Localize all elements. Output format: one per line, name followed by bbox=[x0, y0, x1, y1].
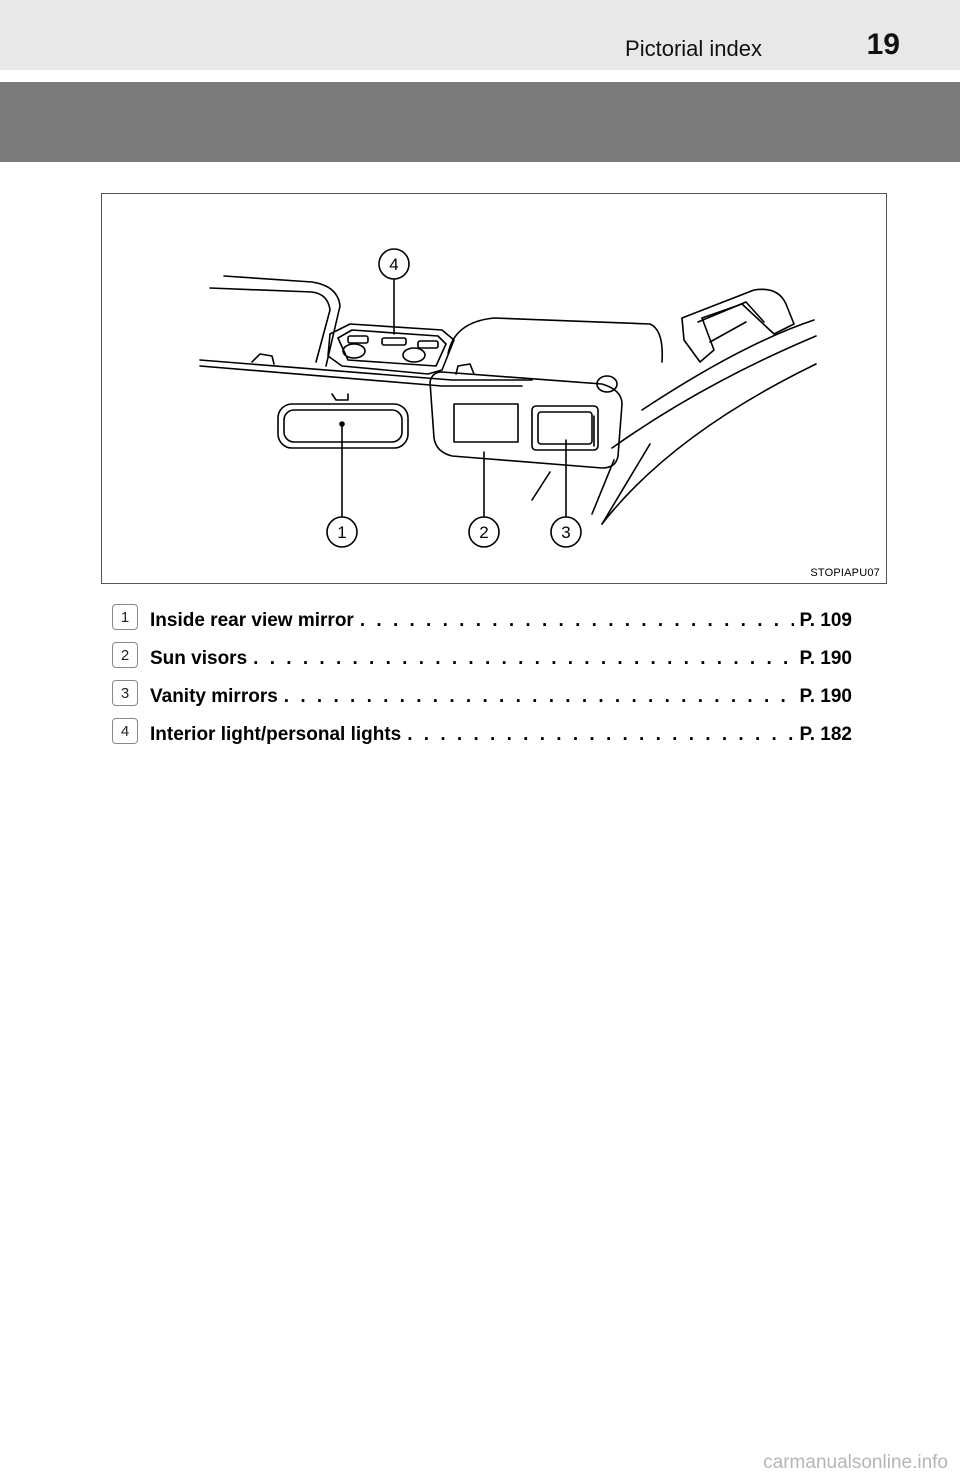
visor-panel bbox=[454, 404, 518, 442]
page-number: 19 bbox=[866, 28, 900, 61]
mirror-clip bbox=[252, 354, 274, 364]
vanity-mirror-glass bbox=[538, 412, 592, 444]
callout-label-3: 3 bbox=[561, 523, 571, 542]
mirror-stem bbox=[332, 394, 348, 400]
console-lens-left bbox=[343, 344, 365, 358]
roof-edge-right bbox=[642, 320, 814, 410]
dot-leader bbox=[407, 724, 793, 746]
index-label: Inside rear view mirror bbox=[150, 610, 354, 631]
index-number-badge: 3 bbox=[112, 680, 138, 706]
index-number-badge: 2 bbox=[112, 642, 138, 668]
index-entry bbox=[150, 610, 852, 632]
dot-leader bbox=[253, 648, 793, 670]
index-label: Interior light/personal lights bbox=[150, 724, 402, 745]
dot-leader bbox=[284, 686, 794, 708]
console-button-left bbox=[348, 336, 368, 343]
index-page-ref: P. 109 bbox=[799, 610, 852, 631]
index-number-badge: 1 bbox=[112, 604, 138, 630]
assist-grip-inner bbox=[698, 302, 764, 322]
console-lens-right bbox=[403, 348, 425, 362]
callout-label-4: 4 bbox=[389, 255, 399, 274]
figure-code: STOPIAPU07 bbox=[810, 567, 880, 579]
index-number-badge: 4 bbox=[112, 718, 138, 744]
pillar-line-2 bbox=[602, 444, 650, 524]
console-button-center bbox=[382, 338, 406, 345]
index-item bbox=[112, 602, 852, 640]
windshield-line bbox=[532, 472, 550, 500]
dot-leader bbox=[360, 610, 794, 632]
callout-label-1: 1 bbox=[337, 523, 347, 542]
section-title: Pictorial index bbox=[625, 36, 762, 61]
index-item bbox=[112, 678, 852, 716]
index-item bbox=[112, 716, 852, 754]
index-item bbox=[112, 640, 852, 678]
index-entry bbox=[150, 724, 852, 746]
callout-index bbox=[112, 602, 852, 754]
roof-edge-right-2 bbox=[612, 336, 816, 448]
index-label: Sun visors bbox=[150, 648, 248, 669]
index-page-ref: P. 190 bbox=[799, 648, 852, 669]
index-entry bbox=[150, 648, 852, 670]
assist-grip-handle bbox=[710, 322, 746, 342]
callout-label-2: 2 bbox=[479, 523, 489, 542]
overhead-console-drawing bbox=[102, 194, 888, 585]
visor-recess bbox=[448, 318, 662, 362]
header-strip bbox=[0, 0, 960, 70]
leader-dot-1 bbox=[340, 422, 344, 426]
index-label: Vanity mirrors bbox=[150, 686, 278, 707]
overhead-illustration bbox=[101, 193, 887, 584]
header-band bbox=[0, 82, 960, 162]
roof-line-lower bbox=[200, 366, 522, 386]
console-button-right bbox=[418, 341, 438, 348]
index-page-ref: P. 190 bbox=[799, 686, 852, 707]
watermark: carmanualsonline.info bbox=[763, 1452, 948, 1473]
index-page-ref: P. 182 bbox=[799, 724, 852, 745]
index-entry bbox=[150, 686, 852, 708]
headliner-edge bbox=[210, 288, 330, 362]
